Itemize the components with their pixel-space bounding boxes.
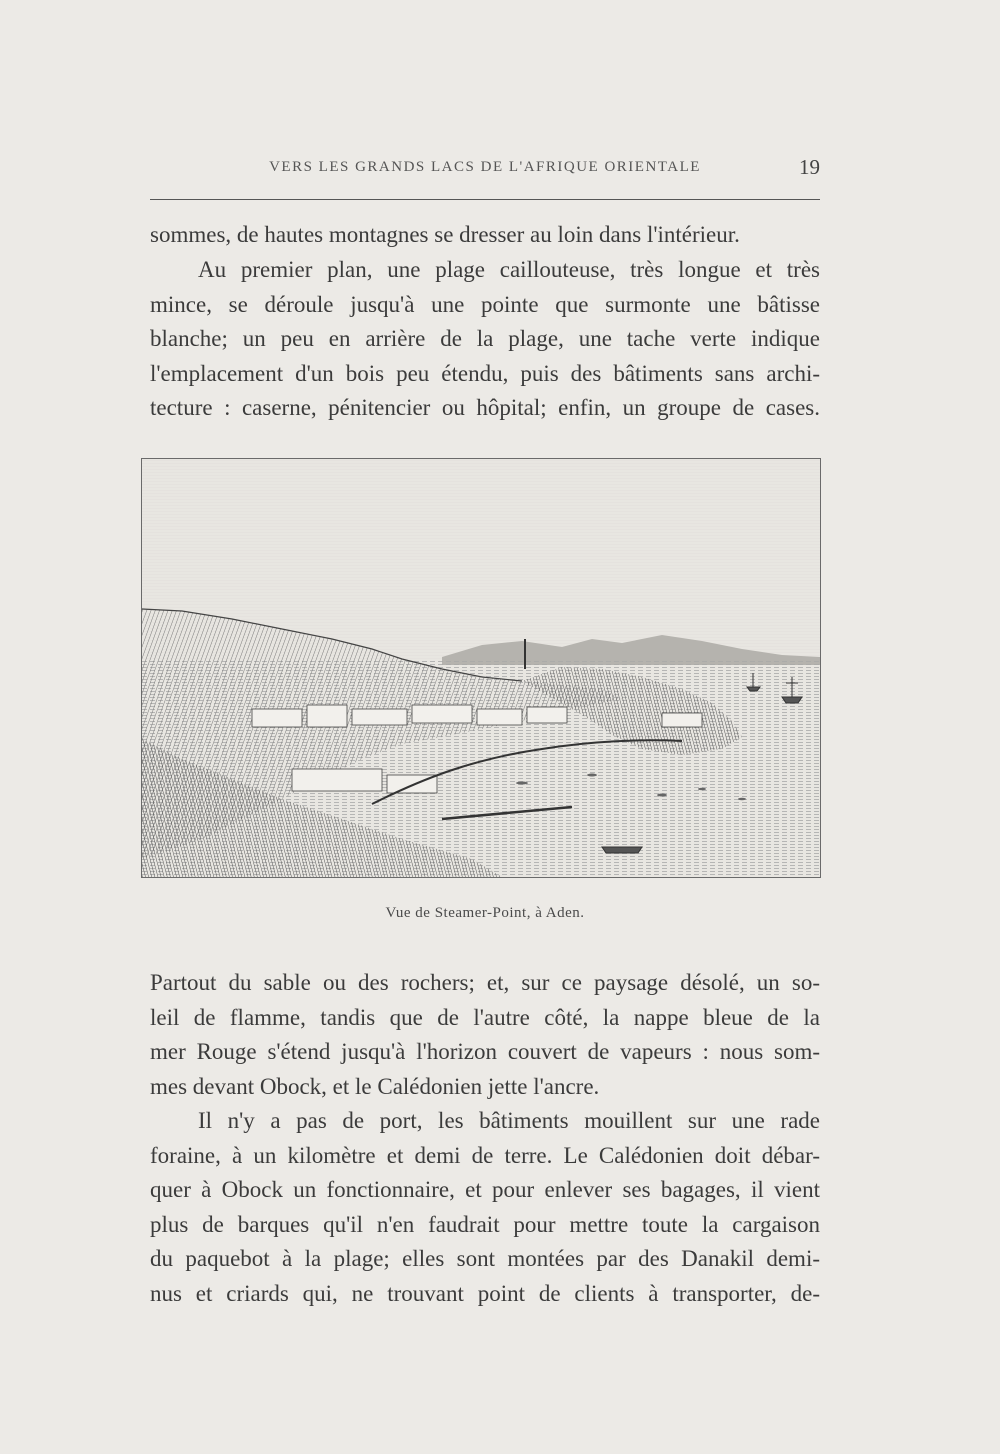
text-line: Il n'y a pas de port, les bâtiments mouillent sur une rade [198, 1108, 820, 1133]
page-number: 19 [799, 155, 820, 179]
paragraph-continuation [150, 218, 820, 253]
text-line: mes devant Obock, et le Calédonien jette l'ancre. [150, 1073, 600, 1099]
text-line: foraine, à un kilomètre et demi de terre. Le Calédonien doit débar- [150, 1142, 820, 1168]
text-line: du paquebot à la plage; elles sont montées par des Danakil demi- [150, 1246, 820, 1271]
figure-caption: Vue de Steamer-Point, à Aden. [385, 905, 585, 921]
text-line: leil de flamme, tandis que de l'autre côté, la nappe bleue de la [150, 1004, 820, 1030]
paragraph-obock [150, 966, 820, 1104]
header-rule [150, 199, 820, 200]
text-line: blanche; un peu en arrière de la plage, une tache verte indique [150, 326, 820, 351]
text-line: sommes, de hautes montagnes se dresser au loin dans l'intérieur. [150, 222, 740, 247]
text-line: tecture : caserne, pénitencier ou hôpital; enfin, un groupe de cases. [150, 395, 820, 420]
running-title: VERS LES GRANDS LACS DE L'AFRIQUE ORIENTALE [269, 159, 701, 175]
text-line: nus et criards qui, ne trouvant point de clients à transporter, de- [150, 1280, 820, 1306]
text-line: mince, se déroule jusqu'à une pointe que surmonte une bâtisse [150, 291, 820, 317]
paragraph-rade [150, 1104, 820, 1311]
text-line: Partout du sable ou des rochers; et, sur ce paysage désolé, un so- [150, 970, 820, 995]
text-line: mer Rouge s'étend jusqu'à l'horizon couvert de vapeurs : nous som- [150, 1039, 820, 1064]
text-line: Au premier plan, une plage caillouteuse, très longue et très [198, 257, 820, 282]
paragraph-description [150, 253, 820, 426]
engraving-illustration [141, 458, 821, 878]
page-header [150, 155, 820, 185]
text-line: quer à Obock un fonctionnaire, et pour enlever ses bagages, il vient [150, 1177, 820, 1202]
text-line: plus de barques qu'il n'en faudrait pour mettre toute la cargaison [150, 1211, 820, 1237]
text-line: l'emplacement d'un bois peu étendu, puis des bâtiments sans archi- [150, 360, 820, 386]
steamer-point-engraving [142, 459, 820, 877]
